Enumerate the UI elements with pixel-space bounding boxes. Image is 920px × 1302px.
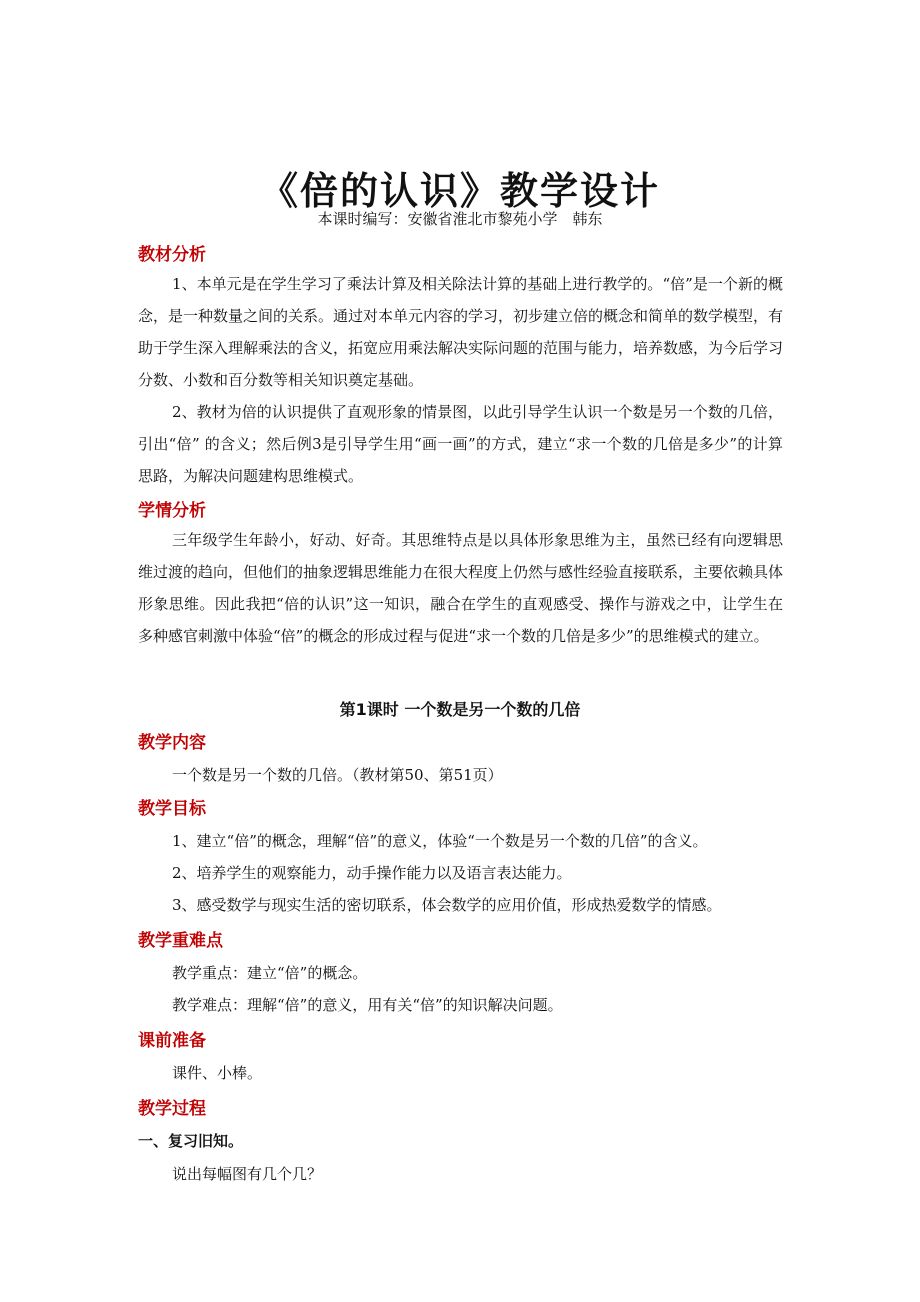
material-analysis-paragraph-2: 2、教材为倍的认识提供了直观形象的情景图，以此引导学生认识一个数是另一个数的几倍，引出“倍” 的含义；然后例3是引导学生用“画一画”的方式，建立“求一个数的几倍是多少”的计算思路，为解决问题建构思维模式。 xyxy=(138,403,783,485)
teaching-content-text: 一个数是另一个数的几倍。（教材第50、第51页） xyxy=(172,766,503,784)
goal-item-1: 1、建立“倍”的概念，理解“倍”的意义，体验“一个数是另一个数的几倍”的含义。 xyxy=(172,832,708,850)
process-step-1: 一、复习旧知。 xyxy=(138,1132,244,1150)
heading-key-points: 教学重难点 xyxy=(138,931,223,951)
heading-preparation: 课前准备 xyxy=(138,1031,206,1051)
document-title: 《倍的认识》教学设计 xyxy=(259,169,660,213)
process-step-1-text: 说出每幅图有几个几？ xyxy=(172,1165,323,1183)
author-line: 本课时编写：安徽省淮北市黎苑小学 韩东 xyxy=(317,210,603,228)
student-analysis-paragraph: 三年级学生年龄小，好动、好奇。其思维特点是以具体形象思维为主，虽然已经有向逻辑思维过渡的趋向，但他们的抽象逻辑思维能力在很大程度上仍然与感性经验直接联系，主要依赖具体形象思维。因此我把“倍的认识”这一知识，融合在学生的直观感受、操作与游戏之中，让学生在多种感官刺激中体验“倍”的概念的形成过程与促进“求一个数的几倍是多少”的思维模式的建立。 xyxy=(138,531,784,645)
heading-teaching-process: 教学过程 xyxy=(138,1099,206,1119)
heading-teaching-content: 教学内容 xyxy=(138,733,206,753)
lesson-title: 第1课时 一个数是另一个数的几倍 xyxy=(339,700,581,719)
heading-material-analysis: 教材分析 xyxy=(138,245,206,265)
teaching-focus: 教学重点：建立“倍”的概念。 xyxy=(172,964,368,982)
heading-student-analysis: 学情分析 xyxy=(138,501,206,521)
material-analysis-paragraph-1: 1、本单元是在学生学习了乘法计算及相关除法计算的基础上进行教学的。“倍”是一个新的概念，是一种数量之间的关系。通过对本单元内容的学习，初步建立倍的概念和简单的数学模型，有助于学生深入理解乘法的含义，拓宽应用乘法解决实际问题的范围与能力，培养数感，为今后学习分数、小数和百分数等相关知识奠定基础。 xyxy=(138,275,784,389)
goal-item-3: 3、感受数学与现实生活的密切联系，体会数学的应用价值，形成热爱数学的情感。 xyxy=(172,896,722,914)
teaching-difficulty: 教学难点：理解“倍”的意义，用有关“倍”的知识解决问题。 xyxy=(172,996,563,1014)
heading-teaching-goals: 教学目标 xyxy=(138,799,206,819)
goal-item-2: 2、培养学生的观察能力，动手操作能力以及语言表达能力。 xyxy=(172,864,572,882)
preparation-text: 课件、小棒。 xyxy=(172,1064,263,1082)
